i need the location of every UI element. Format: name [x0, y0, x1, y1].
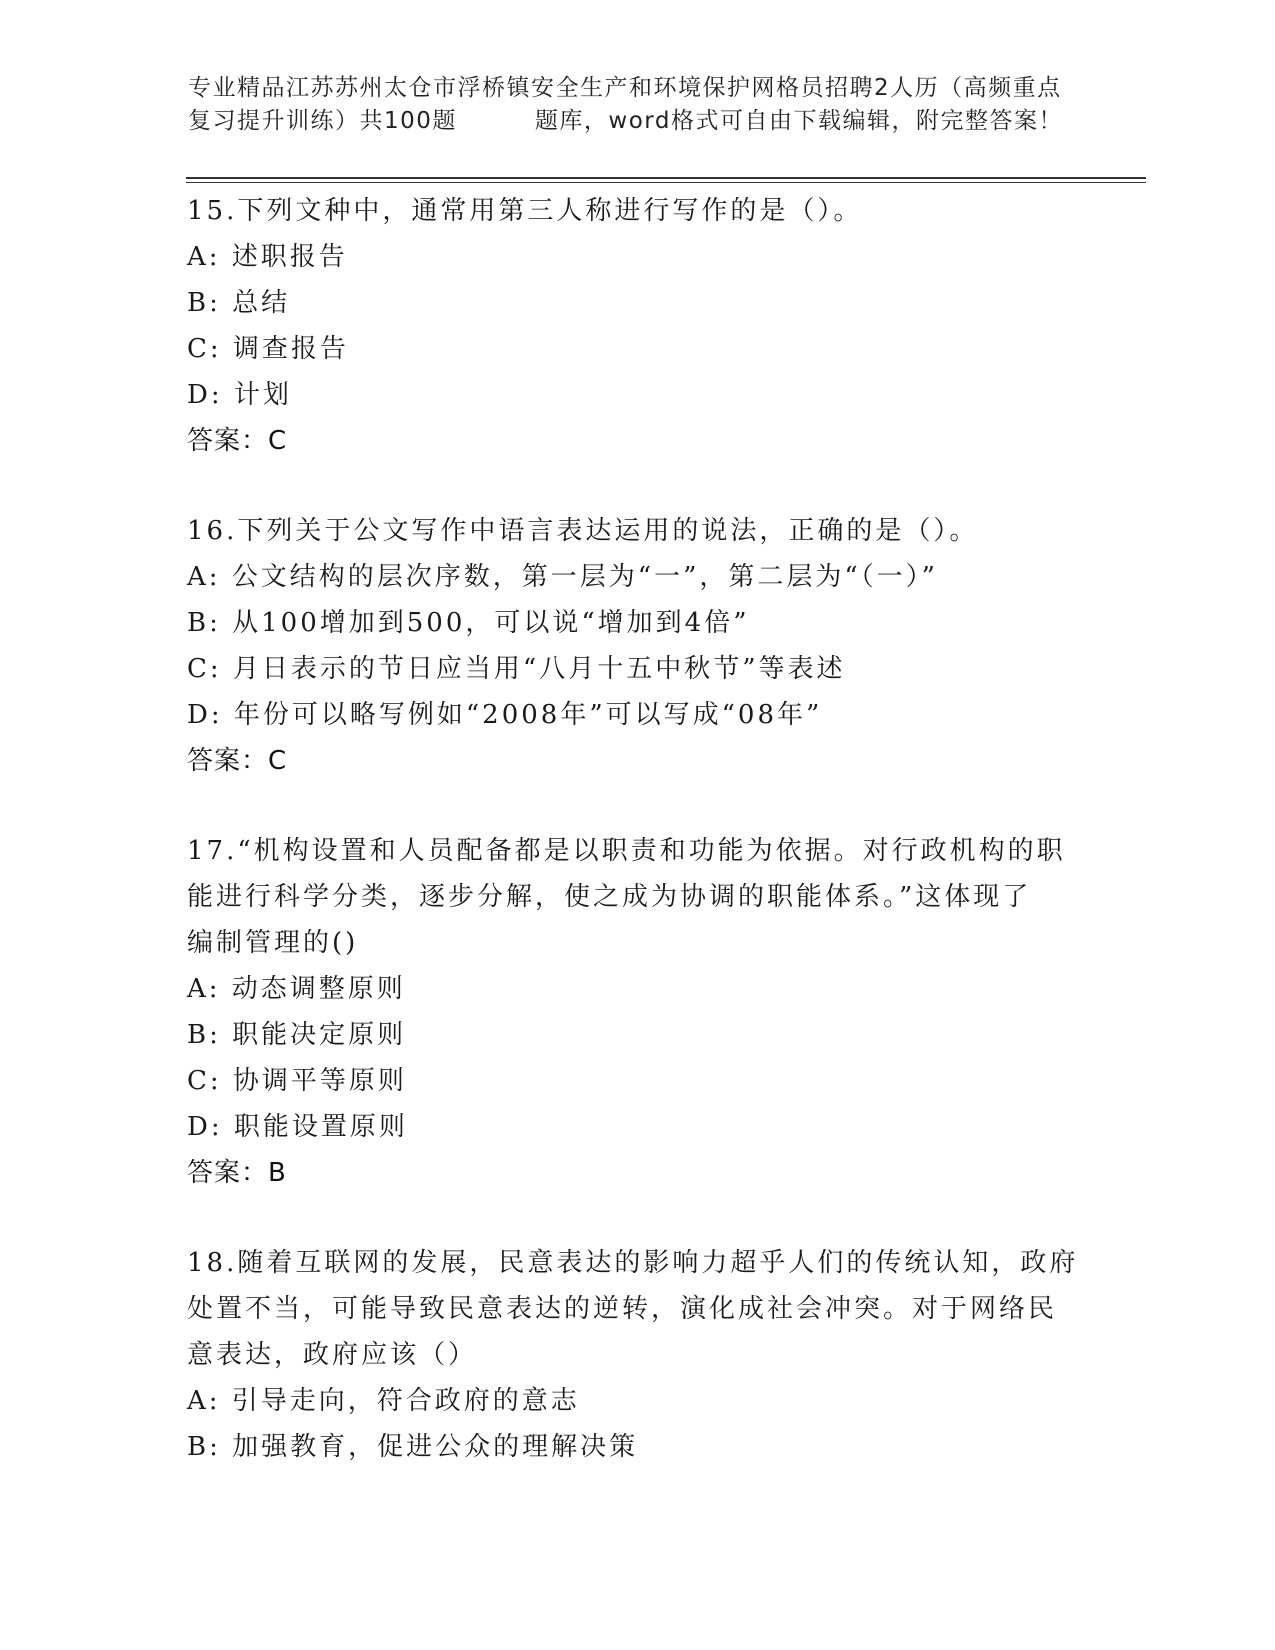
question-stem-line-2: 能进行科学分类，逐步分解，使之成为协调的职能体系。”这体现了 — [187, 882, 1032, 912]
option-a: A: 公文结构的层次序数，第一层为“一”，第二层为“（一）” — [187, 562, 938, 592]
option-a: A: 引导走向，符合政府的意志 — [187, 1386, 580, 1416]
question-stem: 15.下列文种中，通常用第三人称进行写作的是（）。 — [187, 196, 863, 226]
option-c: C: 协调平等原则 — [187, 1066, 407, 1096]
answer-line: 答案：B — [187, 1158, 287, 1188]
question-stem-line-1: 18.随着互联网的发展，民意表达的影响力超乎人们的传统认知，政府 — [187, 1248, 1079, 1278]
question-16 — [187, 508, 1087, 784]
option-c: C: 调查报告 — [187, 334, 349, 364]
question-stem-line-3: 编制管理的() — [187, 928, 359, 958]
option-b: B: 总结 — [187, 288, 291, 318]
question-17 — [187, 828, 1087, 1196]
document-header — [188, 72, 1088, 138]
option-a: A: 述职报告 — [187, 242, 348, 272]
question-18 — [187, 1240, 1087, 1470]
question-stem-line-2: 处置不当，可能导致民意表达的逆转，演化成社会冲突。对于网络民 — [187, 1294, 1058, 1324]
question-stem-line-3: 意表达，政府应该（） — [187, 1340, 478, 1370]
option-c: C: 月日表示的节日应当用“八月十五中秋节”等表述 — [187, 654, 846, 684]
header-line-1: 专业精品江苏苏州太仓市浮桥镇安全生产和环境保护网格员招聘2人历（高频重点 — [188, 75, 1062, 101]
header-divider-thin — [186, 182, 1146, 183]
question-15 — [187, 188, 1087, 464]
question-stem-line-1: 17.“机构设置和人员配备都是以职责和功能为依据。对行政机构的职 — [187, 836, 1066, 866]
question-list — [187, 188, 1087, 1514]
header-divider-thick — [186, 177, 1146, 179]
option-a: A: 动态调整原则 — [187, 974, 406, 1004]
question-stem: 16.下列关于公文写作中语言表达运用的说法，正确的是（）。 — [187, 516, 979, 546]
header-line-2-left: 复习提升训练）共100题 — [188, 108, 457, 134]
answer-line: 答案：C — [187, 746, 288, 776]
option-b: B: 从100增加到500，可以说“增加到4倍” — [187, 608, 750, 638]
option-b: B: 职能决定原则 — [187, 1020, 407, 1050]
option-d: D: 职能设置原则 — [187, 1112, 408, 1142]
option-b: B: 加强教育，促进公众的理解决策 — [187, 1432, 639, 1462]
option-d: D: 计划 — [187, 380, 292, 410]
answer-line: 答案：C — [187, 426, 288, 456]
header-line-2-right: 题库，word格式可自由下载编辑，附完整答案！ — [534, 108, 1063, 134]
option-d: D: 年份可以略写例如“2008年”可以写成“08年” — [187, 700, 823, 730]
header-line-2 — [188, 105, 1088, 138]
